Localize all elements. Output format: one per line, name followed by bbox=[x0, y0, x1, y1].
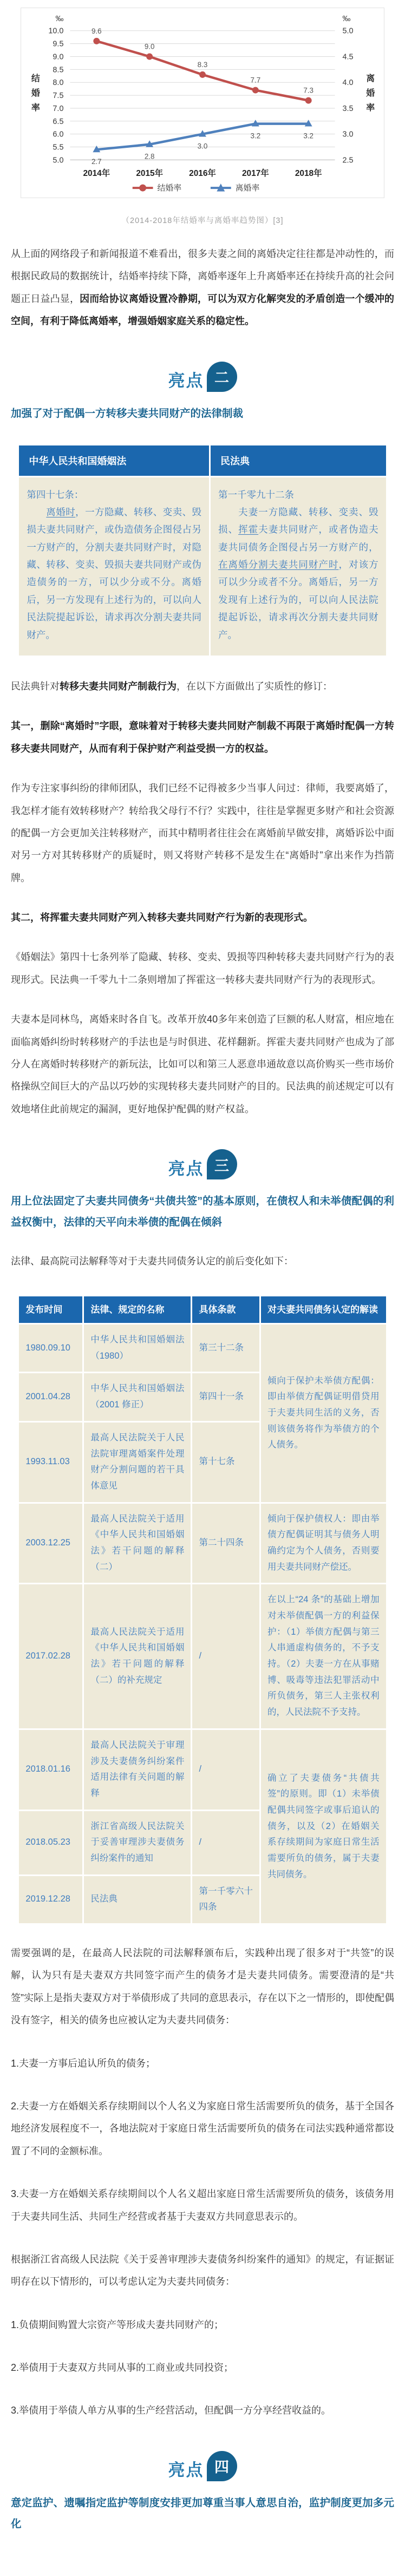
debt-cell-name: 最高人民法院关于审理涉及夫妻债务纠纷案件适用法律有关问题的解释 bbox=[84, 1730, 191, 1810]
debt-header-interpretation: 对夫妻共同债务认定的解读 bbox=[261, 1296, 386, 1323]
badge-number-bubble-icon: 三 bbox=[207, 1149, 237, 1179]
debt-cell-name: 最高人民法院关于适用《中华人民共和国婚姻法》若干问题的解释（二） bbox=[84, 1504, 191, 1583]
underlined-phrase: 离婚时 bbox=[46, 506, 76, 517]
debt-cell-clause: / bbox=[192, 1730, 259, 1810]
circle-marker-icon bbox=[305, 97, 312, 104]
comparison-header-civil-code: 民法典 bbox=[211, 445, 386, 476]
left-axis-tick: 7.5 bbox=[53, 91, 64, 101]
circle-marker-icon bbox=[93, 38, 100, 44]
intro-normal-text: 从上面的网络段子和新闻报道不难看出，很多夫妻之间的离婚决定往往都是冲动性的，而根据民政局的数据统计，结婚率持续下降，离婚率逐年上升离婚率还在持续升高的社会问题正日益凸显， bbox=[11, 248, 394, 304]
debt-cell-date: 2017.02.28 bbox=[19, 1584, 82, 1728]
highlight-4-heading: 意定监护、遗嘱指定监护等制度安排更加尊重当事人意思自治，监护制度更加多元化 bbox=[11, 2496, 394, 2530]
paragraph-lawyer-team: 作为专注家事纠纷的律师团队，我们已经不记得被多少当事人问过：律师，我要离婚了，我怎样才能有效转移财产？转给我父母行不行？实践中，往往是掌握更多财产和社会资源的配偶一方会更加关注转移财产，而其中精明者往往会在离婚前早做安排，离婚诉讼中面对另一方对其转移财产的质疑时，则又将财产转移不是发生在“离婚时”拿出来作为挡箭牌。 bbox=[11, 783, 394, 883]
left-axis-tick: 10.0 bbox=[48, 27, 64, 36]
right-axis-tick: 2.5 bbox=[342, 156, 354, 165]
right-axis-tick: 4.0 bbox=[342, 78, 354, 88]
zhejiang-item-3: 3.举债用于举债人单方从事的生产经营活动，但配偶一方分享经营收益的。 bbox=[11, 2405, 331, 2416]
debt-cell-date: 1980.09.10 bbox=[19, 1325, 82, 1372]
debt-table-row bbox=[19, 1325, 386, 1372]
debt-cell-date: 2018.05.23 bbox=[19, 1811, 82, 1874]
data-label: 2.7 bbox=[91, 158, 102, 166]
debt-cell-name: 浙江省高级人民法院关于妥善审理涉夫妻债务纠纷案件的通知 bbox=[84, 1811, 191, 1874]
x-axis-label: 2018年 bbox=[295, 169, 322, 179]
left-axis-tick: 5.0 bbox=[53, 156, 64, 165]
joint-debt-item-3: 3.夫妻一方在婚姻关系存续期间以个人名义超出家庭日常生活需要所负的债务，该债务用于夫妻共同生活、共同生产经营或者基于夫妻双方共同意思表示的。 bbox=[11, 2188, 394, 2222]
debt-cell-date: 2019.12.28 bbox=[19, 1876, 82, 1923]
underlined-phrase: 挥霍 bbox=[238, 524, 259, 535]
debt-cell-name: 民法典 bbox=[84, 1876, 191, 1923]
right-axis-tick: 4.5 bbox=[342, 53, 354, 62]
debt-cell-name: 中华人民共和国婚姻法（1980） bbox=[84, 1325, 191, 1372]
right-axis-tick: 3.0 bbox=[342, 130, 354, 139]
paragraph-marriage-law-47: 《婚姻法》第四十七条列举了隐藏、转移、变卖、毁损等四种转移夫妻共同财产行为的表现形式。民法典一千零九十二条则增加了挥霍这一转移夫妻共同财产行为的表现形式。 bbox=[11, 952, 394, 985]
left-axis-tick: 8.0 bbox=[53, 78, 64, 88]
paragraph-wealth-transfer: 夫妻本是同林鸟，离婚来时各自飞。改革开放40多年来创造了巨额的私人财富，相应地在面临离婚纠纷时转移财产的手法也是与时俱进、花样翻新。挥霍夫妻共同财产也成为了部分人在离婚时转移财产的新玩法，比如可以和第三人恶意串通故意以高价购买一些市场价格操纵空间巨大的产品以巧妙的实现转移夫妻共同财产的目的。民法典的前述规定可以有效地堵住此前规定的漏洞，更好地保护配偶的财产权益。 bbox=[11, 1014, 394, 1115]
trend-chart bbox=[21, 8, 384, 198]
law-comparison-table bbox=[17, 444, 387, 657]
right-axis-title: 离 bbox=[366, 74, 375, 84]
data-label: 3.0 bbox=[197, 142, 208, 150]
right-axis-title: 婚 bbox=[366, 89, 375, 99]
left-axis-tick: 9.0 bbox=[53, 53, 64, 62]
x-axis-label: 2017年 bbox=[241, 169, 269, 179]
legend-circle-icon bbox=[139, 185, 146, 192]
data-label: 8.3 bbox=[197, 60, 208, 69]
data-label: 2.8 bbox=[144, 152, 155, 161]
highlight-2-heading: 加强了对于配偶一方转移夫妻共同财产的法律制裁 bbox=[11, 407, 244, 419]
debt-cell-interpretation: 在以上“24 条”的基础上增加对未举债配偶一方的利益保护：（1）举债方配偶与第三人串通虚构债务的，不予支持。（2）夫妻一方在从事赌博、吸毒等违法犯罪活动中所负债务，第三人主张权利的，人民法院不予支持。 bbox=[261, 1584, 386, 1728]
debt-cell-interpretation: 倾向于保护债权人：即由举债方配偶证明其与债务人明确约定为个人债务，否则要用夫妻共同财产偿还。 bbox=[261, 1504, 386, 1583]
debt-cell-clause: / bbox=[192, 1584, 259, 1728]
debt-cell-interpretation: 确立了夫妻债务“共债共签”的原则。即（1）未举债配偶共同签字或事后追认的债务，以及（2）在婚姻关系存续期间为家庭日常生活需要所负的债务，属于夫妻共同债务。 bbox=[261, 1730, 386, 1923]
article-title: 第一千零九十二条 bbox=[218, 489, 294, 500]
paragraph-revision-intro: 民法典针对转移夫妻共同财产制裁行为，在以下方面做出了实质性的修订： bbox=[11, 680, 332, 692]
right-axis-tick: 3.5 bbox=[342, 104, 354, 113]
debt-cell-clause: 第三十二条 bbox=[192, 1325, 259, 1372]
left-axis-title: 结 bbox=[31, 74, 40, 84]
intro-bold-text: 因而给协议离婚设置冷静期，可以为双方化解突发的矛盾创造一个缓冲的空间，有利于降低离婚率，增强婚姻家庭关系的稳定性。 bbox=[11, 293, 395, 327]
circle-marker-icon bbox=[146, 54, 153, 60]
left-axis-tick: 6.5 bbox=[53, 117, 64, 126]
trend-chart-svg bbox=[21, 8, 384, 198]
article-body: 夫妻一方隐藏、转移、变卖、毁损、挥霍夫妻共同财产，或者伪造夫妻共同债务企图侵占另一方财产的，在离婚分割夫妻共同财产时，对该方可以少分或者不分。离婚后，另一方发现有上述行为的，可以向人民法院提起诉讼，请求再次分割夫妻共同财产。 bbox=[218, 506, 378, 640]
chart-caption: （2014-2018年结婚率与离婚率趋势图）[3] bbox=[121, 217, 284, 225]
debt-cell-clause: 第十七条 bbox=[192, 1423, 259, 1502]
结婚率-line bbox=[96, 41, 308, 101]
debt-cell-interpretation: 倾向于保护未举债方配偶：即由举债方配偶证明借贷用于夫妻共同生活的义务，否则该债务将作为举债方的个人债务。 bbox=[261, 1325, 386, 1502]
x-axis-label: 2014年 bbox=[83, 169, 110, 179]
debt-cell-clause: 第四十一条 bbox=[192, 1373, 259, 1420]
debt-cell-name: 最高人民法院关于适用《中华人民共和国婚姻法》若干问题的解释（二）的补充规定 bbox=[84, 1584, 191, 1728]
badge-number-bubble-icon: 四 bbox=[207, 2451, 237, 2481]
left-axis-tick: 7.0 bbox=[53, 104, 64, 113]
data-label: 7.7 bbox=[250, 76, 261, 84]
right-axis-tick: 5.0 bbox=[342, 27, 354, 36]
underlined-phrase: 在离婚分割夫妻共同财产时 bbox=[218, 559, 339, 571]
data-label: 3.2 bbox=[303, 132, 314, 140]
debt-cell-name: 最高人民法院关于人民法院审理离婚案件处理财产分割问题的若干具体意见 bbox=[84, 1423, 191, 1502]
comparison-header-marriage-law: 中华人民共和国婚姻法 bbox=[19, 445, 209, 476]
paragraph-emphasis: 需要强调的是，在最高人民法院的司法解释颁布后，实践种出现了很多对于“共签”的误解，认为只有是夫妻双方共同签字而产生的债务才是夫妻共同债务。需要澄清的是“共签”实际上是指夫妻双方对于举债形成了共同的意思表示，存在以下之一情形的，即使配偶没有签字，相关的债务也应被认定为夫妻共同债务： bbox=[11, 1948, 394, 2026]
debt-header-clause: 具体条款 bbox=[192, 1296, 259, 1323]
zhejiang-item-2: 2.举债用于夫妻双方共同从事的工商业或共同投资； bbox=[11, 2362, 234, 2374]
zhejiang-item-1: 1.负债期间购置大宗资产等形成夫妻共同财产的； bbox=[11, 2319, 224, 2330]
badge-label: 亮点 bbox=[168, 1159, 204, 1178]
debt-cell-date: 1993.11.03 bbox=[19, 1423, 82, 1502]
marriage-law-article-cell bbox=[19, 477, 209, 656]
left-axis-tick: 5.5 bbox=[53, 143, 64, 152]
circle-marker-icon bbox=[199, 71, 206, 78]
right-axis-unit: ‰ bbox=[342, 14, 351, 23]
left-axis-title: 率 bbox=[31, 103, 40, 113]
x-axis-label: 2016年 bbox=[189, 169, 216, 179]
highlight-badge-2 bbox=[11, 364, 394, 395]
badge-label: 亮点 bbox=[168, 371, 204, 391]
legend-label: 离婚率 bbox=[235, 184, 260, 193]
debt-table-body bbox=[19, 1325, 386, 1923]
debt-table-row bbox=[19, 1504, 386, 1583]
debt-cell-date: 2003.12.25 bbox=[19, 1504, 82, 1583]
joint-debt-item-1: 1.夫妻一方事后追认所负的债务； bbox=[11, 2057, 156, 2069]
paragraph-debt-table-intro: 法律、最高院司法解释等对于夫妻共同债务认定的前后变化如下： bbox=[11, 1256, 293, 1267]
debt-cell-clause: / bbox=[192, 1811, 259, 1874]
comparison-header-row bbox=[19, 445, 386, 476]
data-label: 9.0 bbox=[144, 42, 155, 51]
left-axis-tick: 9.5 bbox=[53, 40, 64, 49]
paragraph-intro bbox=[11, 243, 394, 333]
right-axis-title: 率 bbox=[366, 103, 375, 113]
left-axis-tick: 6.0 bbox=[53, 130, 64, 139]
paragraph-point-one: 其一，删除“离婚时”字眼，意味着对于转移夫妻共同财产制裁不再限于离婚时配偶一方转移夫妻共同财产，从而有利于保护财产利益受损一方的权益。 bbox=[11, 720, 394, 754]
comparison-body-row bbox=[19, 477, 386, 656]
article-title: 第四十七条： bbox=[27, 489, 84, 500]
badge-label: 亮点 bbox=[168, 2461, 204, 2480]
badge-number-bubble-icon: 二 bbox=[207, 362, 237, 392]
article-body: 离婚时，一方隐藏、转移、变卖、毁损夫妻共同财产，或伪造债务企图侵占另一方财产的，分割夫妻共同财产时，对隐藏、转移、变卖、毁损夫妻共同财产或伪造债务的一方，可以少分或不分。离婚后，另一方发现有上述行为的，可以向人民法院提起诉讼，请求再次分割夫妻共同财产。 bbox=[27, 506, 201, 640]
x-axis-label: 2015年 bbox=[136, 169, 164, 179]
left-axis-tick: 8.5 bbox=[53, 65, 64, 75]
data-label: 7.3 bbox=[303, 86, 314, 95]
debt-cell-date: 2001.04.28 bbox=[19, 1373, 82, 1420]
highlight-badge-4 bbox=[11, 2454, 394, 2484]
highlight-3-heading: 用上位法固定了夫妻共同债务“共债共签”的基本原则，在债权人和未举债配偶的利益权衡中，法律的天平向未举债的配偶在倾斜 bbox=[11, 1195, 394, 1229]
debt-cell-clause: 第一千零六十四条 bbox=[192, 1876, 259, 1923]
debt-cell-date: 2018.01.16 bbox=[19, 1730, 82, 1810]
civil-code-article-cell bbox=[211, 477, 386, 656]
joint-debt-item-2: 2.夫妻一方在婚姻关系存续期间以个人名义为家庭日常生活需要所负的债务，基于全国各地经济发展程度不一，各地法院对于家庭日常生活需要所负的债务在司法实践种通常都设置了不同的金额标准。 bbox=[11, 2100, 394, 2157]
debt-cell-name: 中华人民共和国婚姻法（2001 修正） bbox=[84, 1373, 191, 1420]
legend-label: 结婚率 bbox=[157, 184, 182, 193]
paragraph-zhejiang: 根据浙江省高级人民法院《关于妥善审理涉夫妻债务纠纷案件的通知》的规定，有证据证明存在以下情形的，可以考虑认定为夫妻共同债务： bbox=[11, 2253, 394, 2287]
debt-header-name: 法律、规定的名称 bbox=[84, 1296, 191, 1323]
circle-marker-icon bbox=[252, 87, 259, 94]
left-axis-unit: ‰ bbox=[55, 14, 64, 23]
data-label: 9.6 bbox=[91, 27, 102, 35]
highlight-badge-3 bbox=[11, 1152, 394, 1182]
debt-cell-clause: 第二十四条 bbox=[192, 1504, 259, 1583]
data-label: 3.2 bbox=[250, 132, 261, 140]
debt-header-date: 发布时间 bbox=[19, 1296, 82, 1323]
debt-table-row bbox=[19, 1584, 386, 1728]
debt-table-header-row bbox=[19, 1296, 386, 1323]
debt-timeline-table bbox=[17, 1295, 387, 1925]
paragraph-point-two: 其二，将挥霍夫妻共同财产列入转移夫妻共同财产行为新的表现形式。 bbox=[11, 912, 313, 923]
left-axis-title: 婚 bbox=[31, 89, 40, 99]
debt-table-row bbox=[19, 1730, 386, 1810]
